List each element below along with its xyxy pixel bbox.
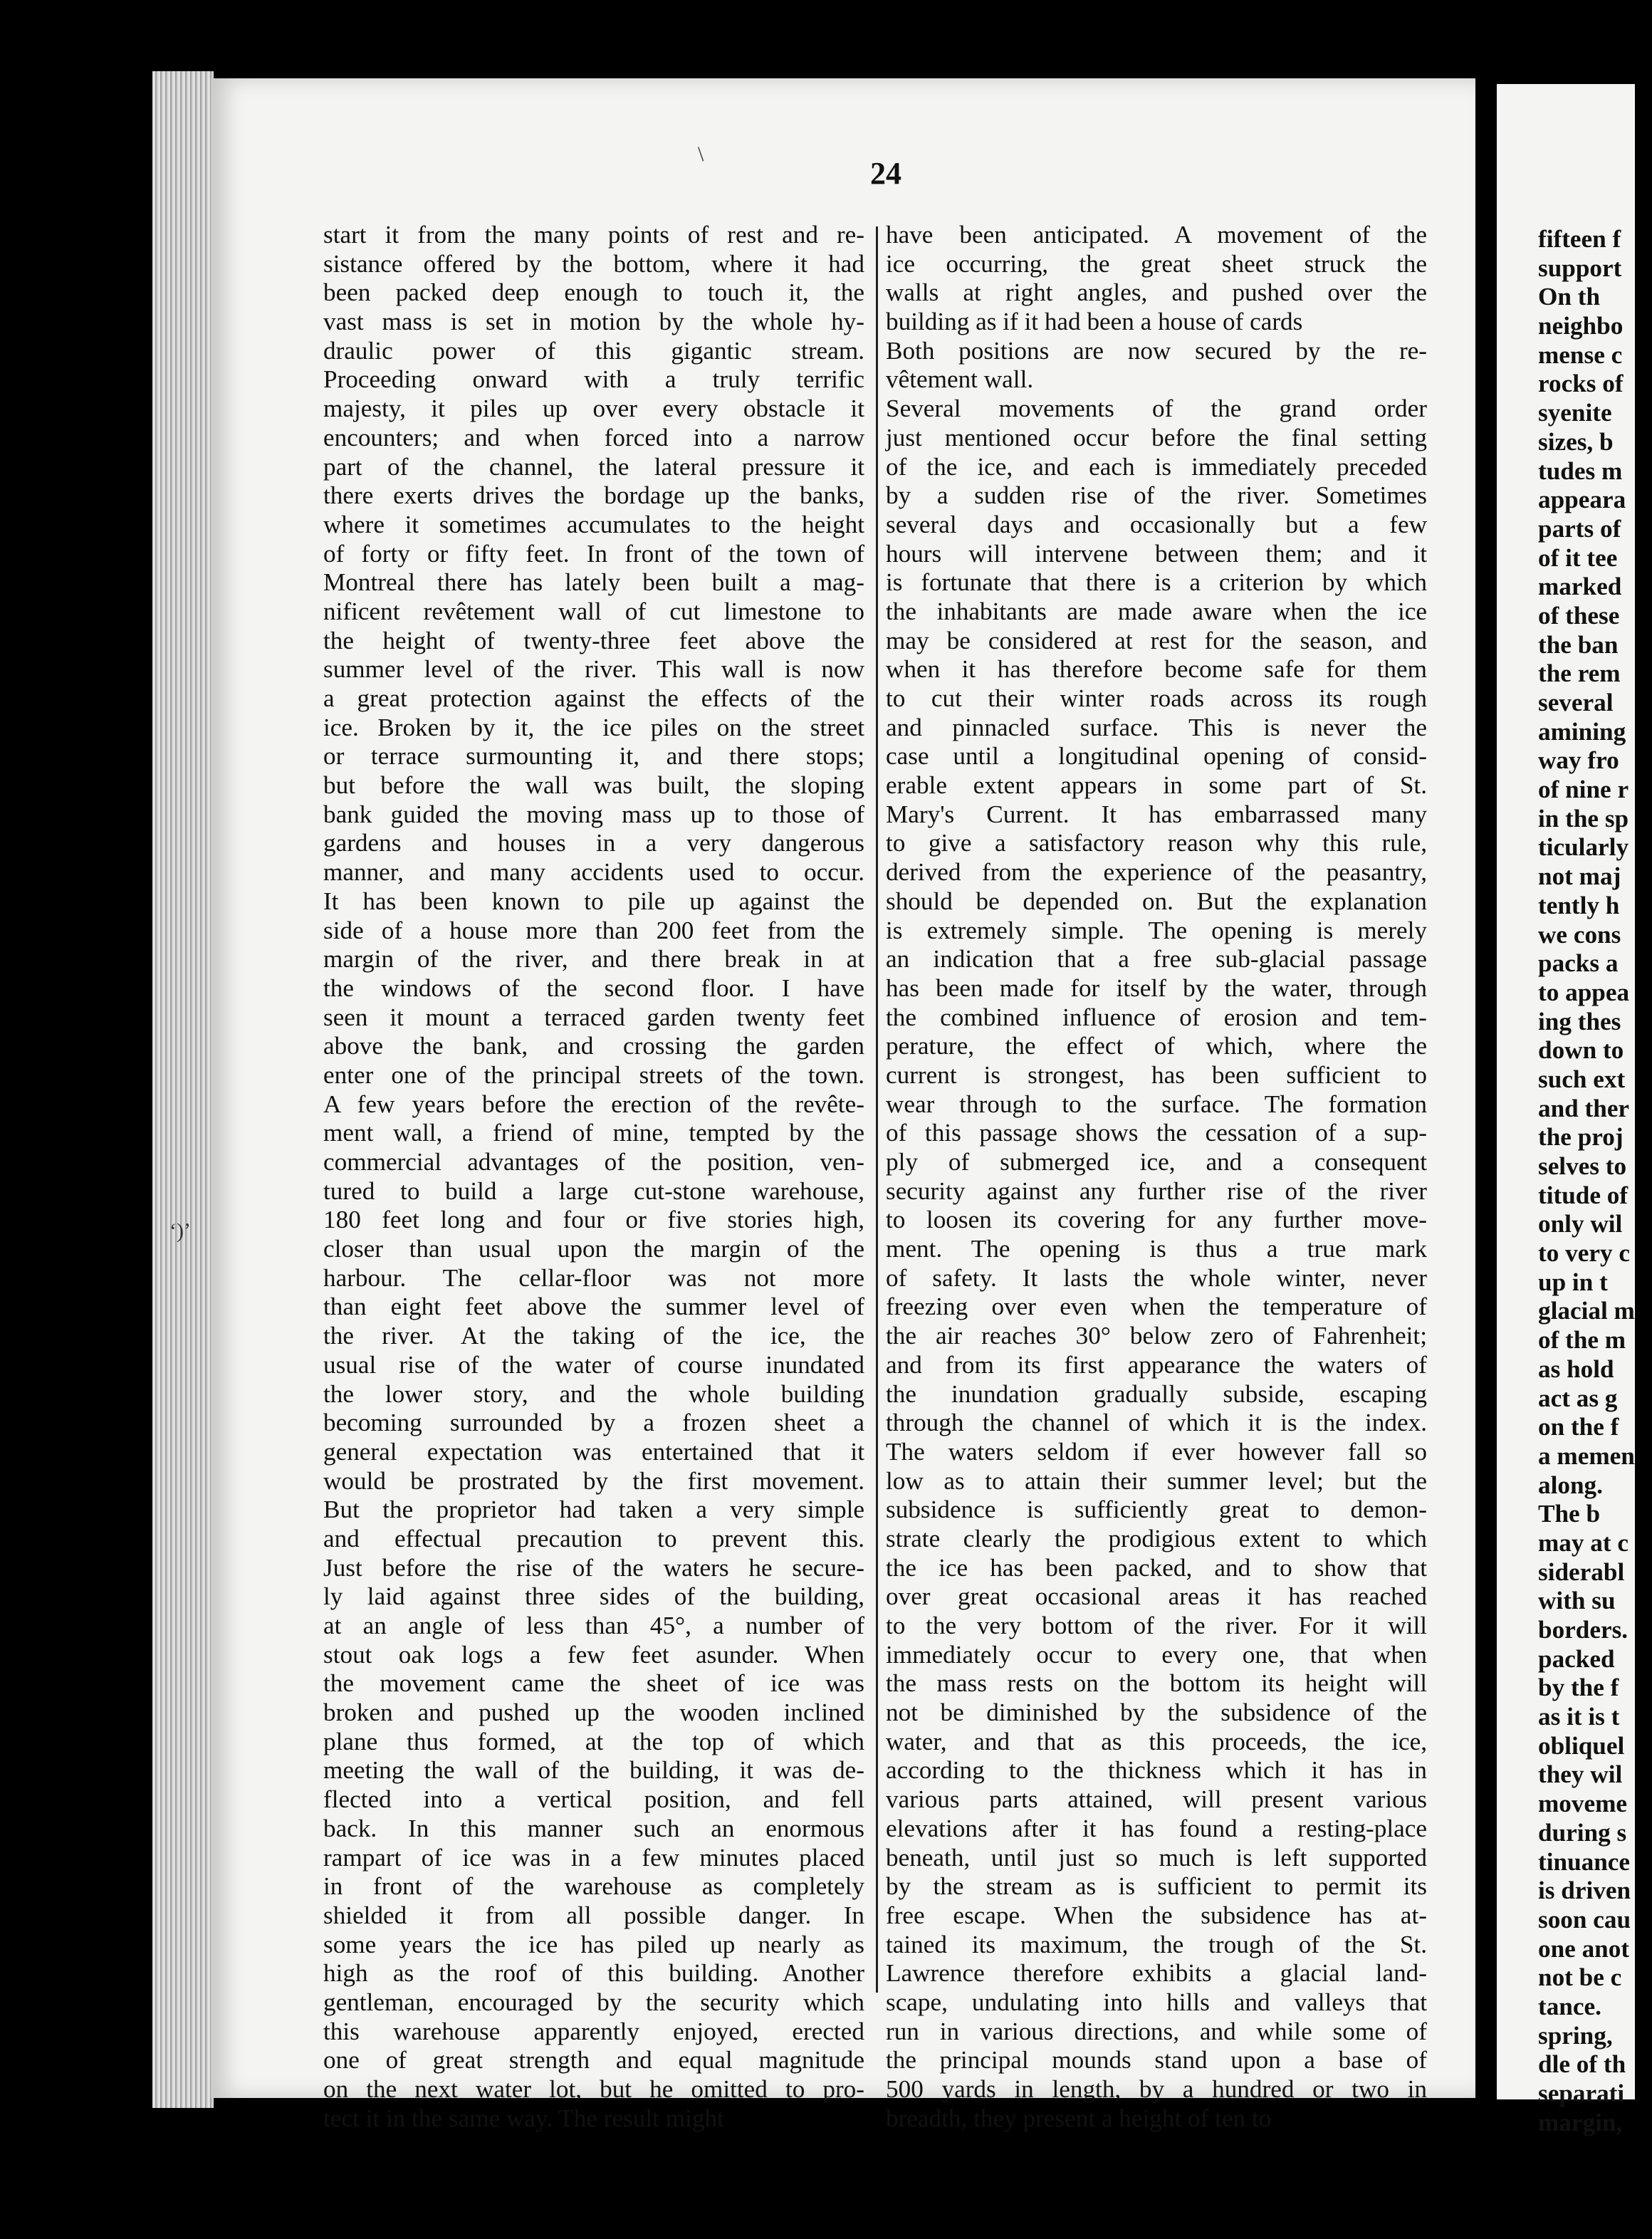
next-page-line: sizes, b — [1538, 427, 1614, 456]
left-column-line: this warehouse apparently enjoyed, erected — [323, 2017, 864, 2045]
next-page-line: tudes m — [1538, 456, 1623, 485]
next-page-line: separati — [1538, 2079, 1625, 2107]
next-page-line: the ban — [1538, 630, 1619, 659]
next-page-line: a memen — [1538, 1441, 1635, 1470]
next-page-line: to very c — [1538, 1239, 1630, 1268]
next-page-line: rocks of — [1538, 370, 1624, 398]
middle-column-line: the combined influence of erosion and tem- — [886, 1003, 1427, 1031]
middle-column-line: Both positions are now secured by the re- — [886, 336, 1427, 365]
middle-column-line: The waters seldom if ever however fall so — [886, 1437, 1427, 1466]
next-page-line: such ext — [1538, 1065, 1626, 1093]
left-column-line: the windows of the second floor. I have — [323, 974, 864, 1002]
next-page-line: tance. — [1538, 1992, 1601, 2020]
left-column-line: majesty, it piles up over every obstacle it — [323, 395, 864, 423]
middle-column-line: the ice has been packed, and to show that — [886, 1553, 1427, 1582]
left-column-line: stout oak logs a few feet asunder. When — [323, 1640, 864, 1669]
margin-mark: ʻ)ʼ — [169, 1219, 191, 1243]
left-column-line: closer than usual upon the margin of the — [323, 1235, 864, 1263]
middle-column-line: wear through to the surface. The formation — [886, 1090, 1427, 1118]
middle-column-line: Several movements of the grand order — [886, 395, 1427, 423]
left-column-line: the movement came the sheet of ice was — [323, 1669, 864, 1698]
middle-column-line: to cut their winter roads across its rough — [886, 684, 1427, 712]
left-column-line: the lower story, and the whole building — [323, 1379, 864, 1408]
next-page-line: the proj — [1538, 1123, 1624, 1152]
middle-column-line: strate clearly the prodigious extent to which — [886, 1524, 1427, 1552]
next-page-line: of it tee — [1538, 543, 1618, 572]
middle-column-line: to give a satisfactory reason why this rule, — [886, 829, 1427, 857]
next-page-line: On th — [1538, 283, 1601, 311]
next-page-line: borders. — [1538, 1616, 1629, 1644]
next-page-line: several — [1538, 689, 1614, 716]
next-page-line: fifteen f — [1538, 225, 1621, 253]
next-page-line: soon cau — [1538, 1905, 1631, 1933]
next-page-line: of these — [1538, 601, 1620, 630]
left-column-line: where it sometimes accumulates to the height — [323, 510, 864, 538]
next-page-line: in the sp — [1538, 804, 1629, 833]
middle-column-line: several days and occasionally but a few — [886, 510, 1427, 538]
middle-column-line: ice occurring, the great sheet struck the — [886, 249, 1427, 278]
left-column-line: usual rise of the water of course inundated — [323, 1350, 864, 1379]
next-page-line: support — [1538, 254, 1622, 282]
left-column-line: part of the channel, the lateral pressure it — [323, 452, 864, 481]
next-page-line: may at c — [1538, 1528, 1629, 1557]
left-column-line: gardens and houses in a very dangerous — [323, 829, 864, 857]
left-column-line: summer level of the river. This wall is now — [323, 655, 864, 684]
next-page-line: siderabl — [1538, 1557, 1625, 1586]
left-column-line: sistance offered by the bottom, where it had — [323, 249, 864, 278]
middle-column-line: Mary's Current. It has embarrassed many — [886, 800, 1427, 828]
middle-column-line: subsidence is sufficiently great to demon- — [886, 1496, 1427, 1524]
middle-column-line: of the ice, and each is immediately preceded — [886, 452, 1427, 481]
middle-column-line: according to the thickness which it has in — [886, 1756, 1427, 1785]
left-column-line: meeting the wall of the building, it was de- — [323, 1756, 864, 1785]
next-page-line: and ther — [1538, 1094, 1630, 1122]
left-column-line: plane thus formed, at the top of which — [323, 1727, 864, 1755]
left-column-line: been packed deep enough to touch it, the — [323, 278, 864, 307]
left-column-line: Montreal there has lately been built a mag- — [323, 568, 864, 597]
next-page-line: tinuance — [1538, 1847, 1631, 1876]
next-page-line: as hold — [1538, 1355, 1614, 1383]
middle-column-line: 500 yards in length, by a hundred or two in — [886, 2075, 1427, 2103]
next-page-line: along. — [1538, 1471, 1603, 1499]
middle-column-line: of safety. It lasts the whole winter, never — [886, 1263, 1427, 1292]
middle-column-line: run in various directions, and while some of — [886, 2017, 1427, 2045]
middle-column-line: the inhabitants are made aware when the ice — [886, 597, 1427, 625]
middle-column-line: various parts attained, will present various — [886, 1785, 1427, 1814]
next-page-line: on the f — [1538, 1413, 1619, 1441]
next-page-line: parts of — [1538, 514, 1621, 543]
middle-column-line: breadth, they present a height of ten to — [886, 2104, 1272, 2132]
next-page-line: dle of th — [1538, 2050, 1626, 2079]
left-column-line: or terrace surmounting it, and there stops; — [323, 742, 864, 771]
left-column-line: A few years before the erection of the revête- — [323, 1090, 864, 1118]
middle-column-line: just mentioned occur before the final setting — [886, 423, 1427, 452]
middle-column-line: current is strongest, has been sufficient to — [886, 1060, 1427, 1089]
middle-column-line: have been anticipated. A movement of the — [886, 221, 1427, 249]
left-column-line: would be prostrated by the first movement. — [323, 1466, 864, 1495]
next-page-line: one anot — [1538, 1934, 1630, 1963]
middle-column-line: scape, undulating into hills and valleys that — [886, 1988, 1427, 2016]
middle-column-line: may be considered at rest for the season, and — [886, 626, 1427, 654]
left-column-line: high as the roof of this building. Another — [323, 1959, 864, 1988]
left-column-line: nificent revêtement wall of cut limestone to — [323, 597, 864, 625]
left-column-line: harbour. The cellar-floor was not more — [323, 1263, 864, 1292]
next-page-line: spring, — [1538, 2021, 1613, 2050]
left-column-line: one of great strength and equal magnitude — [323, 2046, 864, 2074]
middle-column-line: the mass rests on the bottom its height will — [886, 1669, 1427, 1698]
middle-column-line: ment. The opening is thus a true mark — [886, 1235, 1427, 1263]
next-page-line: with su — [1538, 1587, 1616, 1615]
left-column-line: but before the wall was built, the sloping — [323, 771, 864, 800]
left-column-line: becoming surrounded by a frozen sheet a — [323, 1409, 864, 1437]
next-page-line: down to — [1538, 1036, 1624, 1065]
middle-column-line: is fortunate that there is a criterion by which — [886, 568, 1427, 597]
left-column-line: bank guided the moving mass up to those of — [323, 800, 864, 828]
left-column-line: ment wall, a friend of mine, tempted by the — [323, 1119, 864, 1147]
next-page-line: mense c — [1538, 340, 1623, 369]
left-column-line: commercial advantages of the position, ven- — [323, 1148, 864, 1176]
next-page-column — [1538, 225, 1652, 2137]
middle-column-line: hours will intervene between them; and it — [886, 539, 1427, 568]
next-page-line: ing thes — [1538, 1007, 1621, 1035]
next-page-line: to appea — [1538, 978, 1630, 1006]
middle-column-line: of this passage shows the cessation of a sup- — [886, 1119, 1427, 1147]
left-column-line: and effectual precaution to prevent this. — [323, 1524, 864, 1552]
left-column-line: gentleman, encouraged by the security which — [323, 1988, 864, 2016]
left-column-line: draulic power of this gigantic stream. — [323, 336, 864, 365]
left-column-line: vast mass is set in motion by the whole hy- — [323, 308, 864, 336]
left-column-line: tect it in the same way. The result might — [323, 2104, 724, 2132]
column-divider — [876, 226, 878, 1993]
left-column-line: above the bank, and crossing the garden — [323, 1032, 864, 1060]
middle-column-line: Lawrence therefore exhibits a glacial land- — [886, 1959, 1427, 1988]
middle-column-line: over great occasional areas it has reached — [886, 1582, 1427, 1611]
next-page-line: is driven — [1538, 1877, 1631, 1905]
next-page-line: tently h — [1538, 891, 1620, 919]
middle-column-line: water, and that as this proceeds, the ice, — [886, 1727, 1427, 1755]
left-text-column — [323, 221, 864, 2133]
middle-column-line: when it has therefore become safe for them — [886, 655, 1427, 684]
next-page-line: ticularly — [1538, 833, 1629, 862]
left-column-line: a great protection against the effects of the — [323, 684, 864, 712]
page-number: 24 — [870, 156, 901, 191]
next-page-line: up in t — [1538, 1268, 1608, 1296]
next-page-line: the rem — [1538, 659, 1621, 688]
next-page-line: obliquel — [1538, 1731, 1625, 1760]
next-page-line: packed — [1538, 1644, 1615, 1673]
left-column-line: But the proprietor had taken a very simple — [323, 1496, 864, 1524]
middle-text-column — [886, 221, 1427, 2133]
left-column-line: than eight feet above the summer level of — [323, 1293, 864, 1321]
middle-column-line: case until a longitudinal opening of consid- — [886, 742, 1427, 771]
next-page-fragment — [1497, 84, 1635, 2136]
middle-column-line: walls at right angles, and pushed over the — [886, 278, 1427, 307]
next-page-line: not maj — [1538, 862, 1621, 891]
next-page-line: The b — [1538, 1500, 1601, 1528]
next-page-line: selves to — [1538, 1152, 1627, 1180]
left-column-line: rampart of ice was in a few minutes placed — [323, 1843, 864, 1872]
middle-column-line: not be diminished by the subsidence of the — [886, 1698, 1427, 1727]
middle-column-line: and pinnacled surface. This is never the — [886, 713, 1427, 741]
next-page-line: they wil — [1538, 1760, 1623, 1789]
next-page-line: appeara — [1538, 486, 1626, 514]
middle-column-line: the inundation gradually subside, escaping — [886, 1379, 1427, 1408]
stray-mark: \ — [698, 142, 704, 166]
next-page-line: way fro — [1538, 746, 1619, 775]
next-page-line: titude of — [1538, 1181, 1629, 1209]
left-column-line: at an angle of less than 45°, a number of — [323, 1612, 864, 1639]
middle-column-line: the principal mounds stand upon a base of — [886, 2046, 1427, 2074]
next-page-line: of nine r — [1538, 776, 1629, 804]
middle-column-line: tained its maximum, the trough of the St. — [886, 1930, 1427, 1958]
middle-column-line: low as to attain their summer level; but the — [886, 1466, 1427, 1495]
left-column-line: margin of the river, and there break in at — [323, 945, 864, 974]
middle-column-line: freezing over even when the temperature of — [886, 1293, 1427, 1321]
middle-column-line: elevations after it has found a resting-place — [886, 1814, 1427, 1842]
left-column-line: Proceeding onward with a truly terrific — [323, 365, 864, 394]
left-column-line: some years the ice has piled up nearly as — [323, 1930, 864, 1958]
middle-column-line: perature, the effect of which, where the — [886, 1032, 1427, 1060]
next-page-line: of the m — [1538, 1326, 1626, 1355]
middle-column-line: to the very bottom of the river. For it will — [886, 1612, 1427, 1639]
middle-column-line: should be depended on. But the explanation — [886, 887, 1427, 915]
next-page-line: syenite — [1538, 399, 1612, 427]
left-column-line: shielded it from all possible danger. In — [323, 1901, 864, 1929]
left-column-line: ly laid against three sides of the building, — [323, 1582, 864, 1611]
middle-column-line: and from its first appearance the waters of — [886, 1350, 1427, 1379]
middle-column-line: ply of submerged ice, and a consequent — [886, 1148, 1427, 1176]
next-page-line: neighbo — [1538, 312, 1624, 340]
middle-column-line: is extremely simple. The opening is merely — [886, 916, 1427, 944]
next-page-line: as it is t — [1538, 1703, 1620, 1731]
next-page-line: by the f — [1538, 1674, 1619, 1702]
next-page-line: not be c — [1538, 1963, 1622, 1992]
middle-column-line: derived from the experience of the peasantry, — [886, 858, 1427, 887]
middle-column-line: building as if it had been a house of cards — [886, 308, 1303, 336]
left-column-line: Just before the rise of the waters he secure- — [323, 1553, 864, 1582]
next-page-line: only wil — [1538, 1210, 1623, 1238]
middle-column-line: beneath, until just so much is left supported — [886, 1843, 1427, 1872]
left-column-line: manner, and many accidents used to occur. — [323, 858, 864, 887]
page-edges — [152, 71, 214, 2108]
middle-column-line: the air reaches 30° below zero of Fahrenheit; — [886, 1322, 1427, 1350]
middle-column-line: an indication that a free sub-glacial passage — [886, 945, 1427, 974]
middle-column-line: to loosen its covering for any further move- — [886, 1206, 1427, 1234]
left-column-line: start it from the many points of rest and re- — [323, 221, 864, 249]
middle-column-line: vêtement wall. — [886, 365, 1034, 394]
left-column-line: of forty or fifty feet. In front of the town of — [323, 539, 864, 568]
middle-column-line: through the channel of which it is the index. — [886, 1409, 1427, 1437]
middle-column-line: by a sudden rise of the river. Sometimes — [886, 481, 1427, 510]
left-column-line: flected into a vertical position, and fell — [323, 1785, 864, 1814]
left-column-line: general expectation was entertained that it — [323, 1437, 864, 1466]
middle-column-line: by the stream as is sufficient to permit its — [886, 1872, 1427, 1901]
left-column-line: on the next water lot, but he omitted to pro- — [323, 2075, 864, 2103]
next-page-line: act as g — [1538, 1384, 1618, 1412]
left-column-line: side of a house more than 200 feet from the — [323, 916, 864, 944]
left-column-line: 180 feet long and four or five stories high, — [323, 1206, 864, 1234]
next-page-line: we cons — [1538, 920, 1621, 949]
middle-column-line: security against any further rise of the river — [886, 1176, 1427, 1205]
left-column-line: encounters; and when forced into a narrow — [323, 423, 864, 452]
left-column-line: broken and pushed up the wooden inclined — [323, 1698, 864, 1727]
middle-column-line: immediately occur to every one, that when — [886, 1640, 1427, 1669]
left-column-line: back. In this manner such an enormous — [323, 1814, 864, 1842]
left-column-line: tured to build a large cut-stone warehouse, — [323, 1176, 864, 1205]
left-column-line: It has been known to pile up against the — [323, 887, 864, 915]
next-page-line: moveme — [1538, 1790, 1628, 1818]
left-column-line: the river. At the taking of the ice, the — [323, 1322, 864, 1350]
left-column-line: in front of the warehouse as completely — [323, 1872, 864, 1901]
next-page-line: during s — [1538, 1818, 1627, 1847]
left-column-line: the height of twenty-three feet above the — [323, 626, 864, 654]
left-column-line: seen it mount a terraced garden twenty feet — [323, 1003, 864, 1031]
next-page-line: glacial m — [1538, 1297, 1635, 1325]
next-page-line: amining — [1538, 717, 1626, 746]
next-page-line: margin, — [1538, 2108, 1623, 2136]
left-column-line: ice. Broken by it, the ice piles on the street — [323, 713, 864, 741]
left-column-line: there exerts drives the bordage up the banks, — [323, 481, 864, 510]
middle-column-line: free escape. When the subsidence has at- — [886, 1901, 1427, 1929]
middle-column-line: erable extent appears in some part of St. — [886, 771, 1427, 800]
middle-column-line: has been made for itself by the water, through — [886, 974, 1427, 1002]
next-page-line: packs a — [1538, 949, 1619, 978]
left-column-line: enter one of the principal streets of the town. — [323, 1060, 864, 1089]
next-page-line: marked — [1538, 573, 1622, 601]
